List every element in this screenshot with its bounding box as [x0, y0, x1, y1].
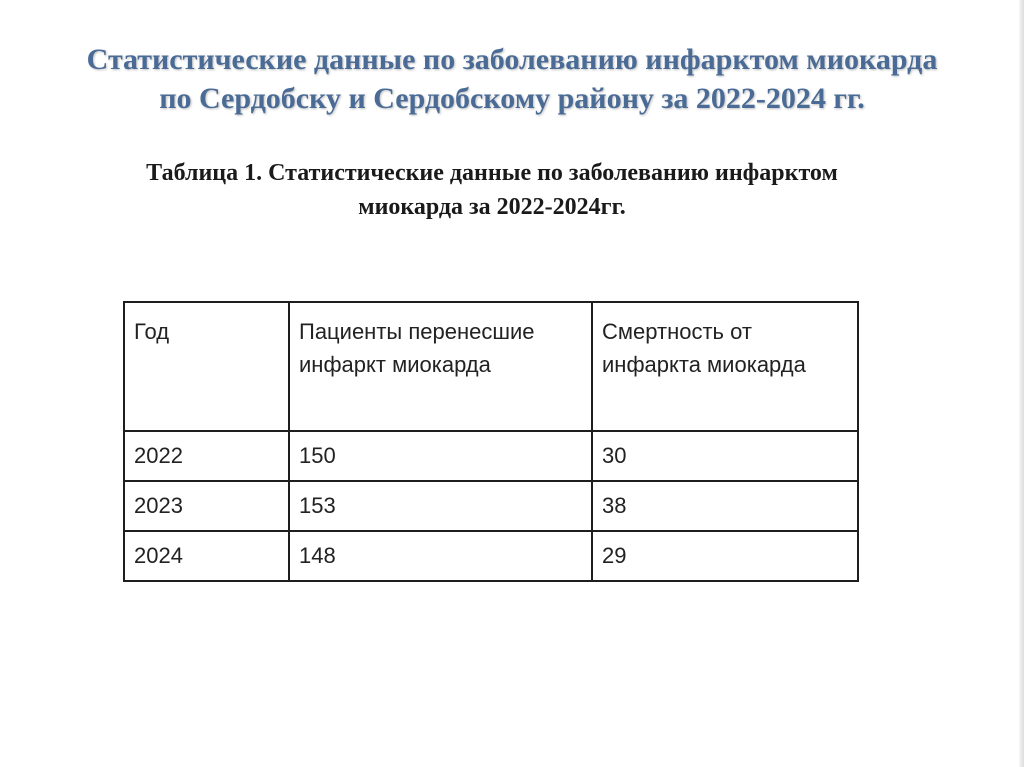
cell-patients: 153 [289, 481, 592, 531]
header-patients [289, 302, 592, 431]
slide-title-line-1: Статистические данные по заболеванию инфарктом миокарда [86, 43, 938, 76]
header-mortality [592, 302, 858, 431]
table-caption-line-2: миокарда за 2022-2024гг. [358, 194, 626, 220]
header-year: Год [124, 302, 289, 431]
statistics-table [123, 301, 859, 582]
cell-year: 2022 [124, 431, 289, 481]
table-caption [40, 156, 944, 224]
cell-mortality: 29 [592, 531, 858, 581]
cell-patients: 148 [289, 531, 592, 581]
table-row [124, 481, 858, 531]
table-row [124, 431, 858, 481]
cell-year: 2023 [124, 481, 289, 531]
slide-title-line-2: по Сердобску и Сердобскому району за 2022-2024 гг. [159, 82, 865, 115]
cell-mortality: 30 [592, 431, 858, 481]
header-mortality-text: Смертность от инфаркта миокарда [602, 319, 806, 377]
slide-title [40, 40, 984, 118]
slide-edge-shadow [1019, 0, 1024, 767]
table-header-row [124, 302, 858, 431]
cell-mortality: 38 [592, 481, 858, 531]
table-row [124, 531, 858, 581]
cell-year: 2024 [124, 531, 289, 581]
cell-patients: 150 [289, 431, 592, 481]
table-caption-line-1: Таблица 1. Статистические данные по заболеванию инфарктом [146, 160, 838, 186]
header-patients-text: Пациенты перенесшие инфаркт миокарда [299, 319, 535, 377]
